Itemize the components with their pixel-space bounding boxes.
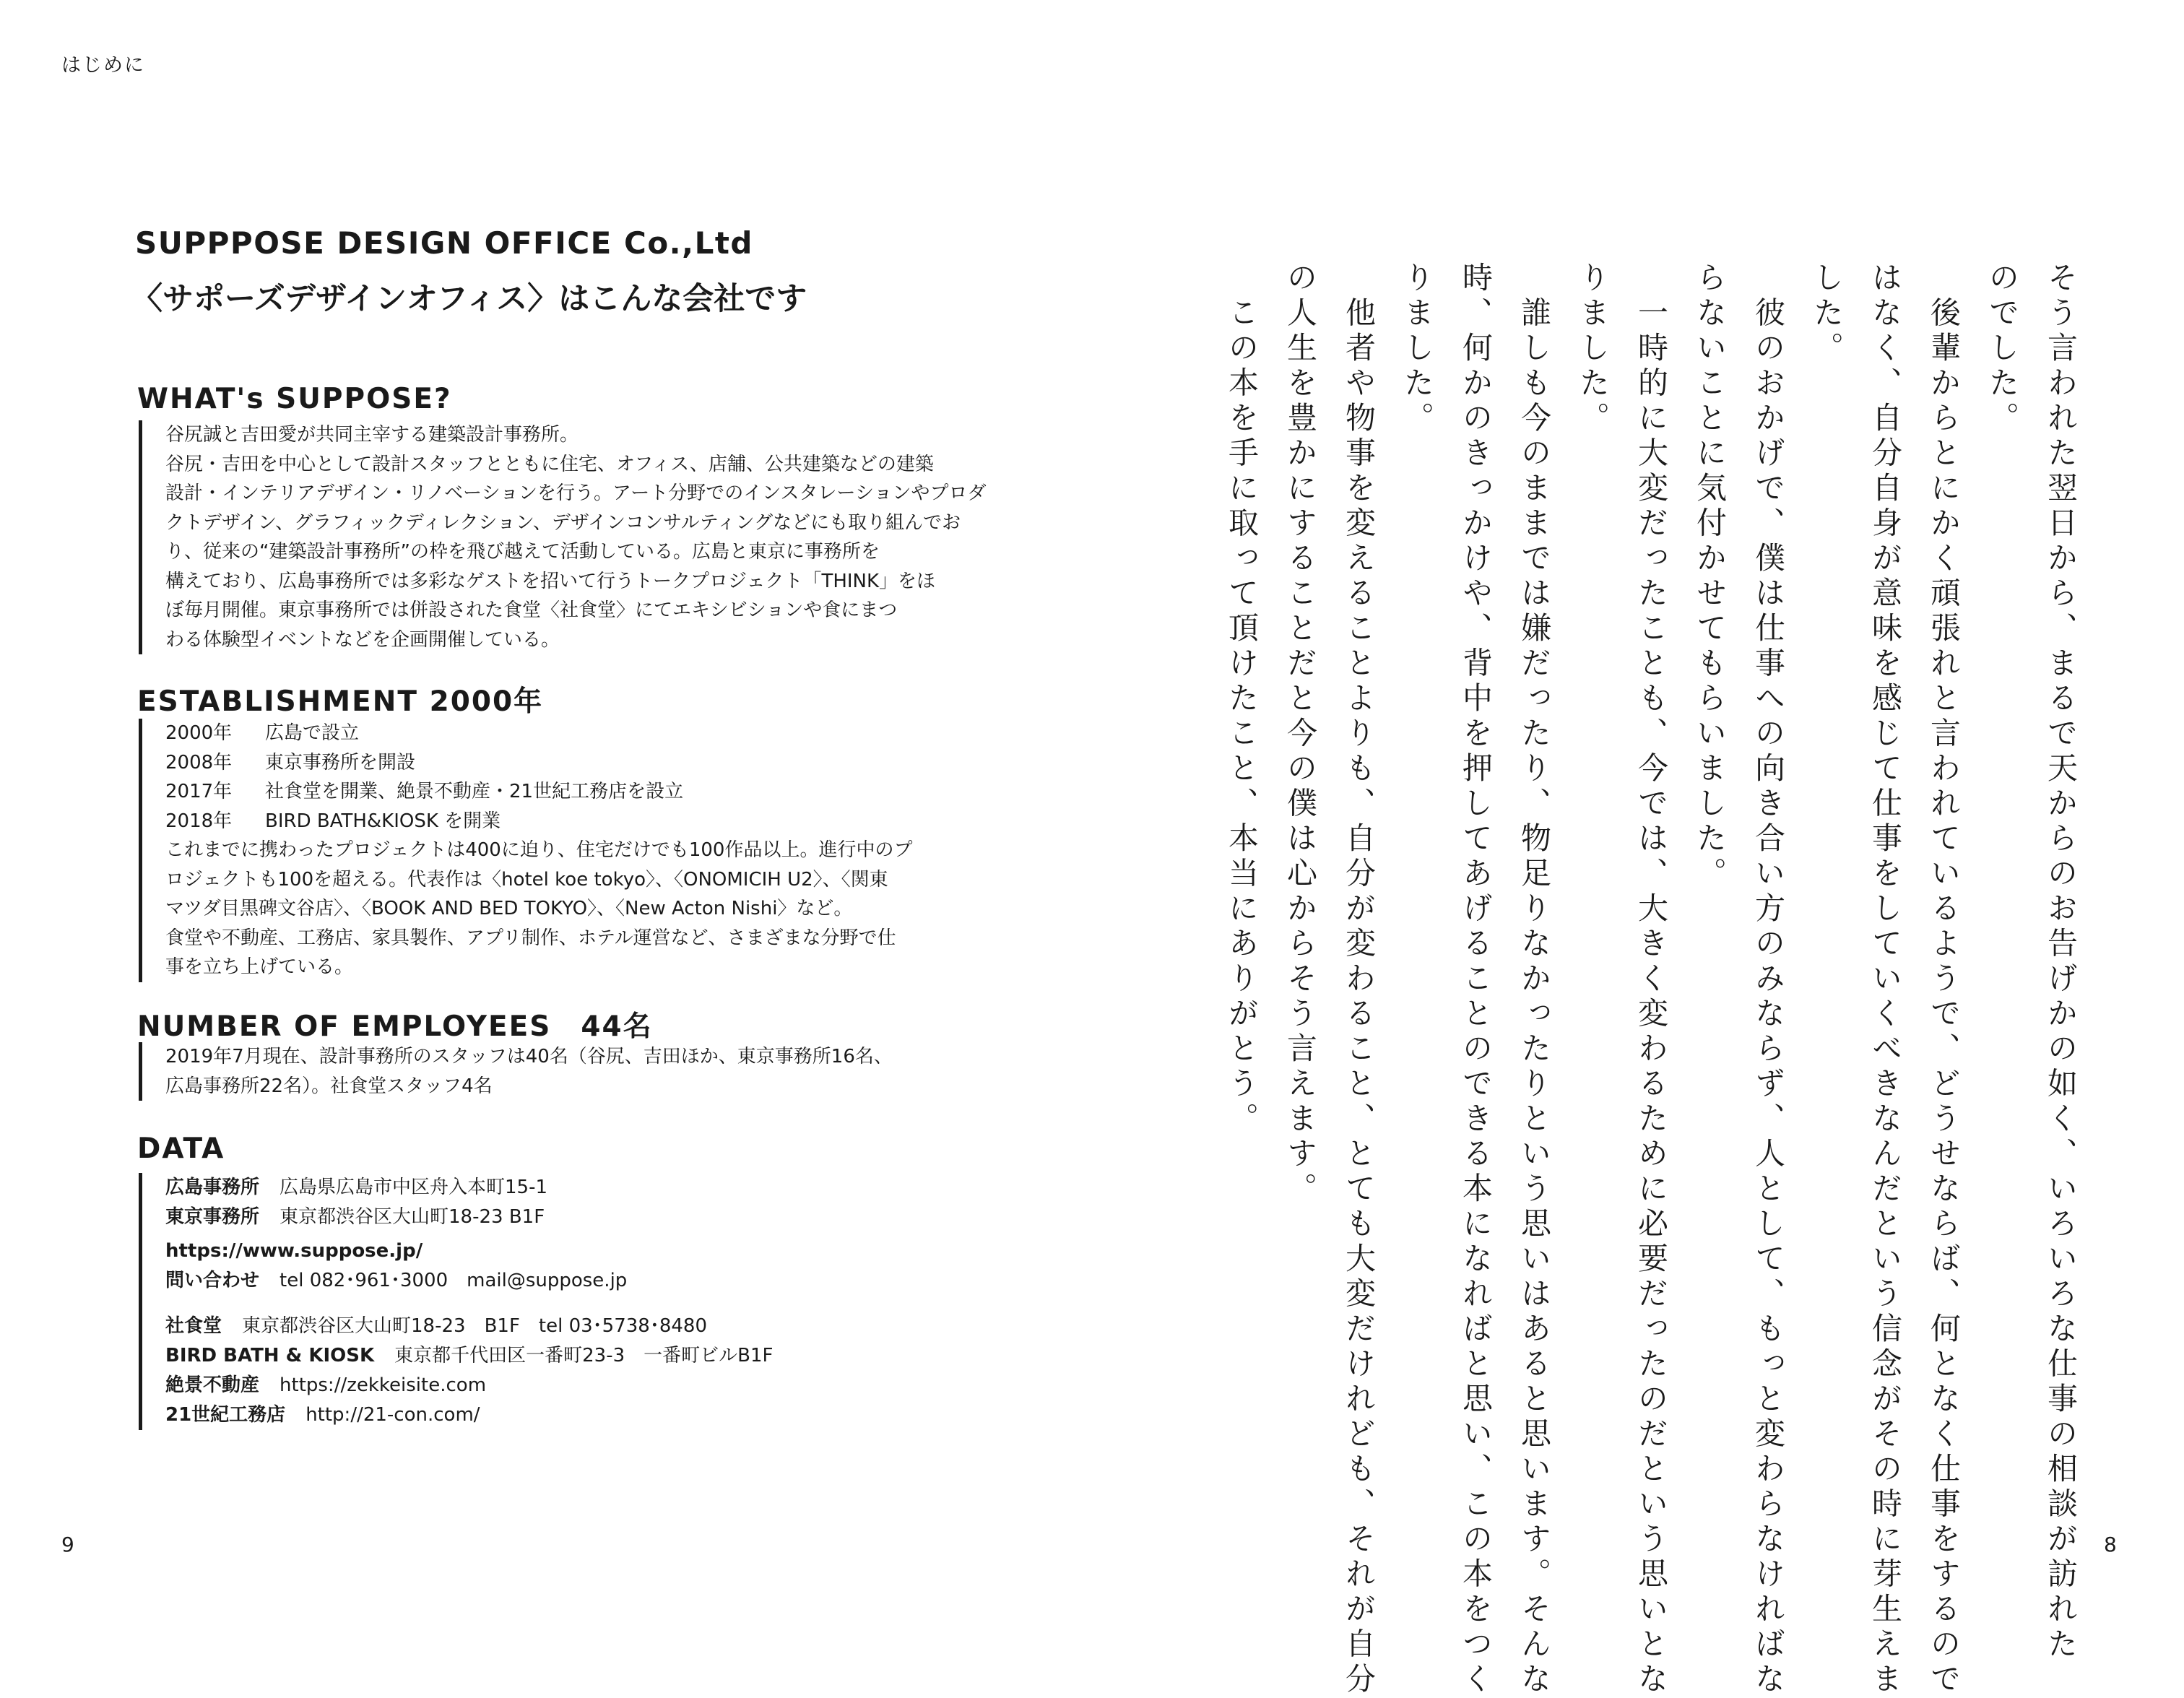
vertical-line: りました。 [1400,261,1435,437]
history-row [165,719,912,748]
office-row [165,1173,773,1203]
business-value: 東京都渋谷区大山町18-23 B1F tel 03･5738･8480 [242,1315,707,1337]
whats-line: 設計・インテリアデザイン・リノベーションを行う。アート分野でのインスタレーションやプロダ [165,482,987,504]
business-row [165,1371,773,1400]
history-year: 2000年 [165,722,233,744]
vertical-line: 時、何かのきっかけや、背中を押してあげることのできる本になればと思い、この本をつく [1458,261,1494,1698]
business-value[interactable]: http://21-con.com/ [306,1404,480,1426]
vertical-line: らないことに気付かせてもらいました。 [1692,261,1728,892]
employees-line: 広島事務所22名）。社食堂スタッフ4名 [165,1075,493,1097]
employees-body [139,1042,893,1101]
data-heading: DATA [137,1132,225,1165]
page-number-right: 8 [2104,1533,2117,1556]
history-event: 東京事務所を開設 [265,751,416,774]
establishment-line: これまでに携わったプロジェクトは400に迫り、住宅だけでも100作品以上。進行中のプ [165,839,913,861]
business-row [165,1312,773,1341]
business-label: BIRD BATH & KIOSK [165,1345,375,1366]
company-name-en: SUPPPOSE DESIGN OFFICE Co.,Ltd [135,225,753,261]
history-year: 2017年 [165,781,233,802]
vertical-line: 誰しも今のままでは嫌だったり、物足りなかったりという思いはあると思います。そんな [1517,261,1552,1698]
office-address: 広島県広島市中区舟入本町15-1 [280,1177,548,1198]
vertical-line: 後輩からとにかく頑張れと言われているようで、どうせならば、何となく仕事をするので [1926,261,1962,1698]
page-number-left: 9 [61,1533,74,1556]
history-year: 2008年 [165,751,233,774]
vertical-line: 彼のおかげで、僕は仕事への向き合い方のみならず、人として、もっと変わらなければな [1751,261,1786,1698]
running-head: はじめに [61,54,145,77]
history-row [165,777,912,807]
establishment-heading: ESTABLISHMENT 2000年 [137,685,544,718]
vertical-line: した。 [1809,261,1845,367]
whats-line: クトデザイン、グラフィックディレクション、デザインコンサルティングなどにも取り組んでお [165,511,961,534]
business-row [165,1400,773,1430]
whats-line: 谷尻誠と吉田愛が共同主宰する建築設計事務所。 [165,424,579,446]
history-year: 2018年 [165,810,233,832]
history-event: 社食堂を開業、絶景不動産・21世紀工務店を設立 [265,781,684,802]
history-event: BIRD BATH&KIOSK を開業 [265,810,501,832]
history-event: 広島で設立 [265,722,360,744]
establishment-line: 食堂や不動産、工務店、家具製作、アプリ制作、ホテル運営など、さまざまな分野で仕 [165,927,896,949]
history-row [165,748,912,778]
spacer [165,1296,773,1312]
vertical-body-text [1213,261,2090,1698]
vertical-line: 他者や物事を変えることよりも、自分が変わること、とても大変だけれども、それが自分 [1341,261,1377,1698]
whats-line: 構えており、広島事務所では多彩なゲストを招いて行うトークプロジェクト「THINK」をほ [165,570,936,592]
vertical-line: りました。 [1575,261,1611,437]
whats-line: ぼ毎月開催。東京事務所では併設された食堂〈社食堂〉にてエキシビションや食にまつ [165,599,898,621]
contact-value: tel 082･961･3000 mail@suppose.jp [280,1270,628,1291]
establishment-line: 事を立ち上げている。 [165,956,354,978]
office-label: 広島事務所 [165,1177,260,1198]
business-label: 絶景不動産 [165,1374,260,1396]
establishment-line: ロジェクトも100を超える。代表作は〈hotel koe tokyo〉、〈ONOMICIH U2〉、〈関東 [165,868,888,891]
office-address: 東京都渋谷区大山町18-23 B1F [280,1206,545,1228]
contact-row [165,1266,773,1296]
employees-line: 2019年7月現在、設計事務所のスタッフは40名（谷尻、吉田ほか、東京事務所16名、 [165,1046,893,1067]
vertical-line: はなく、自分自身が意味を感じて仕事をしていくべきなんだという信念がその時に芽生えま [1868,261,1903,1698]
business-label: 社食堂 [165,1315,222,1337]
vertical-line: のでした。 [1985,261,2020,437]
data-body [139,1173,773,1430]
business-row [165,1341,773,1371]
whats-body [139,420,986,654]
business-label: 21世紀工務店 [165,1404,286,1426]
whats-line: り、従来の“建築設計事務所”の枠を飛び越えて活動している。広島と東京に事務所を [165,541,880,563]
vertical-line: この本を手に取って頂けたこと、本当にありがとう。 [1224,261,1260,1138]
establishment-line: マツダ目黒碑文谷店〉、〈BOOK AND BED TOKYO〉、〈New Acton Nishi〉など。 [165,898,853,919]
business-value[interactable]: https://zekkeisite.com [280,1374,487,1396]
vertical-line: の人生を豊かにすることだと今の僕は心からそう言えます。 [1283,261,1318,1208]
vertical-line: そう言われた翌日から、まるで天からのお告げかの如く、いろいろな仕事の相談が訪れた [2043,261,2079,1663]
website-link[interactable]: https://www.suppose.jp/ [165,1240,423,1262]
contact-label: 問い合わせ [165,1270,260,1291]
establishment-body [139,719,912,982]
vertical-line: 一時的に大変だったことも、今では、大きく変わるために必要だったのだという思いとな [1634,261,1669,1698]
office-label: 東京事務所 [165,1206,260,1228]
whats-heading: WHAT's SUPPOSE? [137,383,452,415]
company-name-ja: 〈サポーズデザインオフィス〉はこんな会社です [131,281,807,317]
history-row [165,807,912,836]
whats-line: わる体験型イベントなどを企画開催している。 [165,628,560,651]
whats-line: 谷尻・吉田を中心として設計スタッフとともに住宅、オフィス、店舗、公共建築などの建築 [165,453,934,475]
employees-heading: NUMBER OF EMPLOYEES 44名 [137,1010,653,1043]
office-row [165,1203,773,1232]
business-value: 東京都千代田区一番町23-3 一番町ビルB1F [394,1345,774,1366]
